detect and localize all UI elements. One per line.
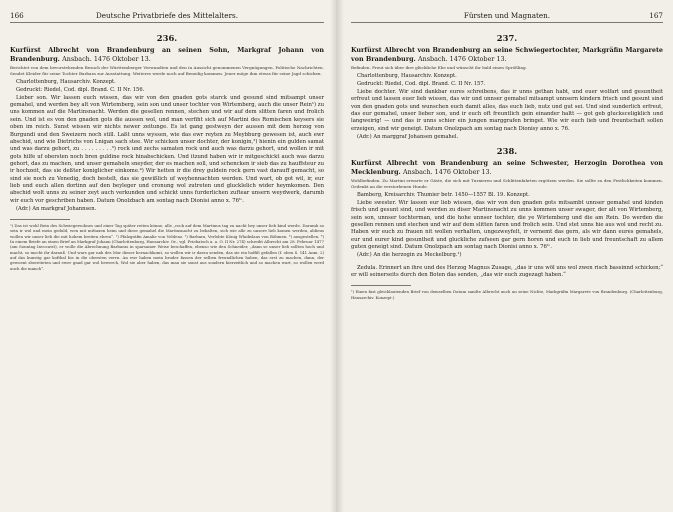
- document-summary: Wohlbefinden. Zu Martini erwarte er Gäste, die sich mit Turnieren und Schlittenfahrten ergötzen werden. Sie sollte zu den Festlichkeiten kommen. Gedenkt an die verstorbenen Hunde.: [351, 178, 663, 190]
- document-summary: Befinden. Freut sich über ihre glückliche Ehe und wünscht ihr bald einen Sprößling.: [351, 65, 527, 71]
- footnote-rule: [351, 285, 411, 286]
- address-line: (Adr.) An die herzogin zu Meckelburg.¹): [357, 252, 462, 259]
- heading-text: Kurfürst Albrecht von Brandenburg an seine Schwester, Herzogin Dorothea von Mecklenburg.: [351, 159, 663, 176]
- right-page-content: [351, 10, 663, 300]
- letter-text: Liebe dochter. Wir sind dankbar eures schreibens, das ir unns gethan habt, und euer wolfart und gesuntheit erfreut und lassen euer lieb wissen, das wir und unnser gemahel mitsampt unnsern kindern frisch und gesunt sind von den gnaden gots und wunschen euch damit alles, das euch lieb, nutz und gut sei. Und sind sunderlich erfreut, das eur gemahel, unser lieber son, und ir euch oft freuntlich gein einander haltt — got geb glucksceligklich und langweirig! — und das ir unns schier ein jungen marggrafen bringet. Wie wir euch lieb und freuntschaft sollen erzeigen, sind wir geneigt. Datum Onolzpach am sontag nach Dionisy anno x. 76.: [351, 88, 663, 132]
- running-head: [10, 10, 324, 23]
- page-number: 166: [10, 11, 24, 20]
- heading-dateline: Ansbach. 1476 Oktober 13.: [62, 54, 151, 63]
- document-heading: [351, 46, 663, 63]
- printed-edition: Gedruckt: Riedel, Cod. dipl. Brand. C. II Nr. 157.: [357, 80, 486, 87]
- left-page: [0, 0, 336, 512]
- footnotes: ᵃ) Das ist wohl Rein des Schwiegersohnes und einer Tag später reiten könne, alle „rock auf dem Martinus tag zu nacht bey unser lieb kind werde. Darumb so sein ir wol und mein geduld, wen mit mittaxen heim und diese gemahel die Martinsnacht zu behalten, sich wie alle zu unsere lieb komen werden, aldieus wollen wir unser lieb die mit hohem breiten ehren“. ¹) Pfalzgräfin Amalie von Veldenz. ²) Barbara, Verlobte König Wladislaus von Böhmen. ³) ausgestellen. ⁴) In einem Briefe an einen Brief an Markgraf Johann (Charlottenburg, Hausarchiv. Or., vgl. Priebatsch a. a. O. II Nr. 274) schreibt Albrecht am 28. Februar 1477 (am Sonntag Invocavit), er wolle die Abrechnung Barbaras in sparsamer Weise beschaffen, ebenso wie den Schneider, „dann se unser lieb sollten hoch und macht, so mocht ihr darauß. Und wars gar nah des Mor dieser hernachkomt, so wollen wir ir darzu senden, das sie ein hoffiß gefallen (f. oben S. 141 Anm. 2) auf das kunstig gar koftbal bis in die obersten verrn. An ewr haben mein bruder fassen der selben freundlichen haben, das erst zu machen, dann, der gewoent sbereiteten und ewer gnad gar wol bewerch, Wol sie aber haben, das man sie sonst aus sondern hierzeitlich und so machen wart, so wollen werd auch die manch“.: [10, 223, 324, 271]
- right-page: [337, 0, 673, 512]
- archive-source: Bamberg, Kreisarchiv. Thumier betr. 1450—1557 Bl. 19. Konzept.: [357, 192, 530, 199]
- heading-dateline: Ansbach. 1476 Oktober 13.: [403, 167, 492, 176]
- document-heading: [351, 159, 663, 176]
- heading-text: Kurfürst Albrecht von Brandenburg an seinen Sohn, Markgraf Johann von Brandenburg.: [10, 46, 324, 63]
- archive-source: Charlottenburg, Hausarchiv. Konzept.: [357, 72, 457, 79]
- running-head: [351, 10, 663, 23]
- printed-edition: Gedruckt: Riedel, Cod. dipl. Brand. C. II Nr. 156.: [16, 86, 145, 93]
- document-heading: [10, 46, 324, 63]
- postscript: Zedula. Erinnert an ihre und des Herzog Magnus Zusage, „das ir uns wöl uns wol zwen risch bassinnd schicken;“ er will seinerseits durch den Boten das senden, „das wir euch zugezagt haben.“: [351, 264, 663, 278]
- document-summary: Berichtet von dem bevorstehenden Besuch der Württemberger Verwandten und den in Aussicht genommenen Vergnügungen. Politische Nachrichten. Sendet Kleider für seine Tochter Barbara zur Ausstattung. Weiteres werde noch auf Benedig kommen. Jener möge ihm etwas für seine Jagd schicken.: [10, 65, 324, 76]
- document-number: 236.: [156, 33, 178, 43]
- heading-dateline: Ansbach. 1476 Oktober 13.: [418, 54, 507, 63]
- document-number: 238.: [496, 146, 518, 157]
- heading-text: Kurfürst Albrecht von Brandenburg an seine Schwiegertochter, Markgräfin Margarete von Brandenburg.: [351, 46, 663, 63]
- left-page-content: [10, 10, 324, 271]
- archive-source: Charlottenburg, Hausarchiv. Konzept.: [16, 78, 116, 85]
- running-title: Deutsche Privatbriefe des Mittelalters.: [96, 11, 238, 20]
- address-line: (Adr.) An markgraf Johannsen.: [16, 205, 97, 212]
- letter-text: Liebe swester. Wir lassen eur lieb wissen, das wir von den gnaden gots mitsambt unnser gemahel und kinden frisch und gesunt sind, und werden zu diser Martinsnacht zu unns kommen unser swager, der alt von Wirtemberg, sein son, unnser tochterman, und die hohe unnser tochter, die ye Wirtemberg und die am Rein. Do werden die gesellen rennen und stechen und wir auf dem slitten faren und frolich sein. Und stet unns hie aus wol und recht zu. Haben wir euch zu frauen nit wollen verhalten, ungezweyfelt, ir vernemt das gern, als wir dann eures gemahels, eur und eurer kind gesuntheit und gluckliche zufseen gar gern horen und euch in lieb und freuntschaft zu allem guten geneigt sind. Datum Onolzpach am sontag nach Dionisi anno x. 76ᵗᵒ.: [351, 200, 663, 251]
- page-number: 167: [649, 11, 663, 20]
- letter-text: Lieber son. Wir lassen euch wissen, das wir von den gnaden gots starck und gesund sind mitsampt unser gemahel, und werden bey alt von Wirtemberg, sein son und unser tochter von Wirtemberg, auch die unser Rein¹) zu uns kommen auf die Martinsnacht. Werden die gesellen rennen, stechen und wir auf dem slitten faren und frolich sein. Und ist es von den gnaden gots die aussen wol, und man verfiht sich auf Martini des Romischen keysers sie oben im reich. Sunst wissen wir nichts newer zeitunge. Es ist gang gestweyn der aussen mit dem herzog von Burgundi und den Sweizern noch still. Laßt unns wyssen, wie das ewr reyten zu Meybburg gewesen ist, auch ewr abschid, und wie Dietrichs von Lnigan sach stee. Wir schicken unser dochter, der konigin,²) hienin ein gulden samat und was darzu gehort, zu . . . . . . . . .³) rock und zechs samaten rock und auch was darzu gehort, und wollen ir mit gots hilfe uf obersten noch bren guldine rock hinabschicken. Und itzund haben wir ir mitgeschickt auch was darzu gehort, das zu machen, und unser gemaheln sneyder, der es machen soll, und schencken ir sieb das zu hauffsteur zu ir hochzeit, das sie deßter koniglicher einkome.⁴) Wir hetten ir die drey guldein rock gern vast darauff gemacht, so sind sie noch zu Venedig, doch bestelt, das sie gewißlich uf weyhennachten werden. Und wart, ob got wil, ir, eur lieb und euch allen dortinn auf den beyleger und cronung wol zutreten und glucklelich wider heymkomen. Den abschid wolt unns zu seiner zeyt auch verkunden und schickt unns furderlichen zuftear unsern weydwerk, darumb wir euch vor geschriben haben. Datum Onolzbach am sontag nach Dionisi anno x. 76ᵗᵒ.: [10, 94, 324, 204]
- document-number: 237.: [496, 33, 518, 43]
- running-title: Fürsten und Magnaten.: [463, 11, 551, 20]
- book-gutter: [330, 0, 344, 512]
- address-line: (Adr.) An marggraf Johansen gemahel.: [357, 134, 459, 141]
- footnote-rule: [10, 219, 70, 220]
- footnotes: ¹) Einen fast gleichlautenden Brief von demselben Datum sandte Albrecht auch an seine Nichte, Markgräfin Margarete von Brandenburg. (Charlottenburg, Hausarchiv. Konzept.): [351, 289, 663, 300]
